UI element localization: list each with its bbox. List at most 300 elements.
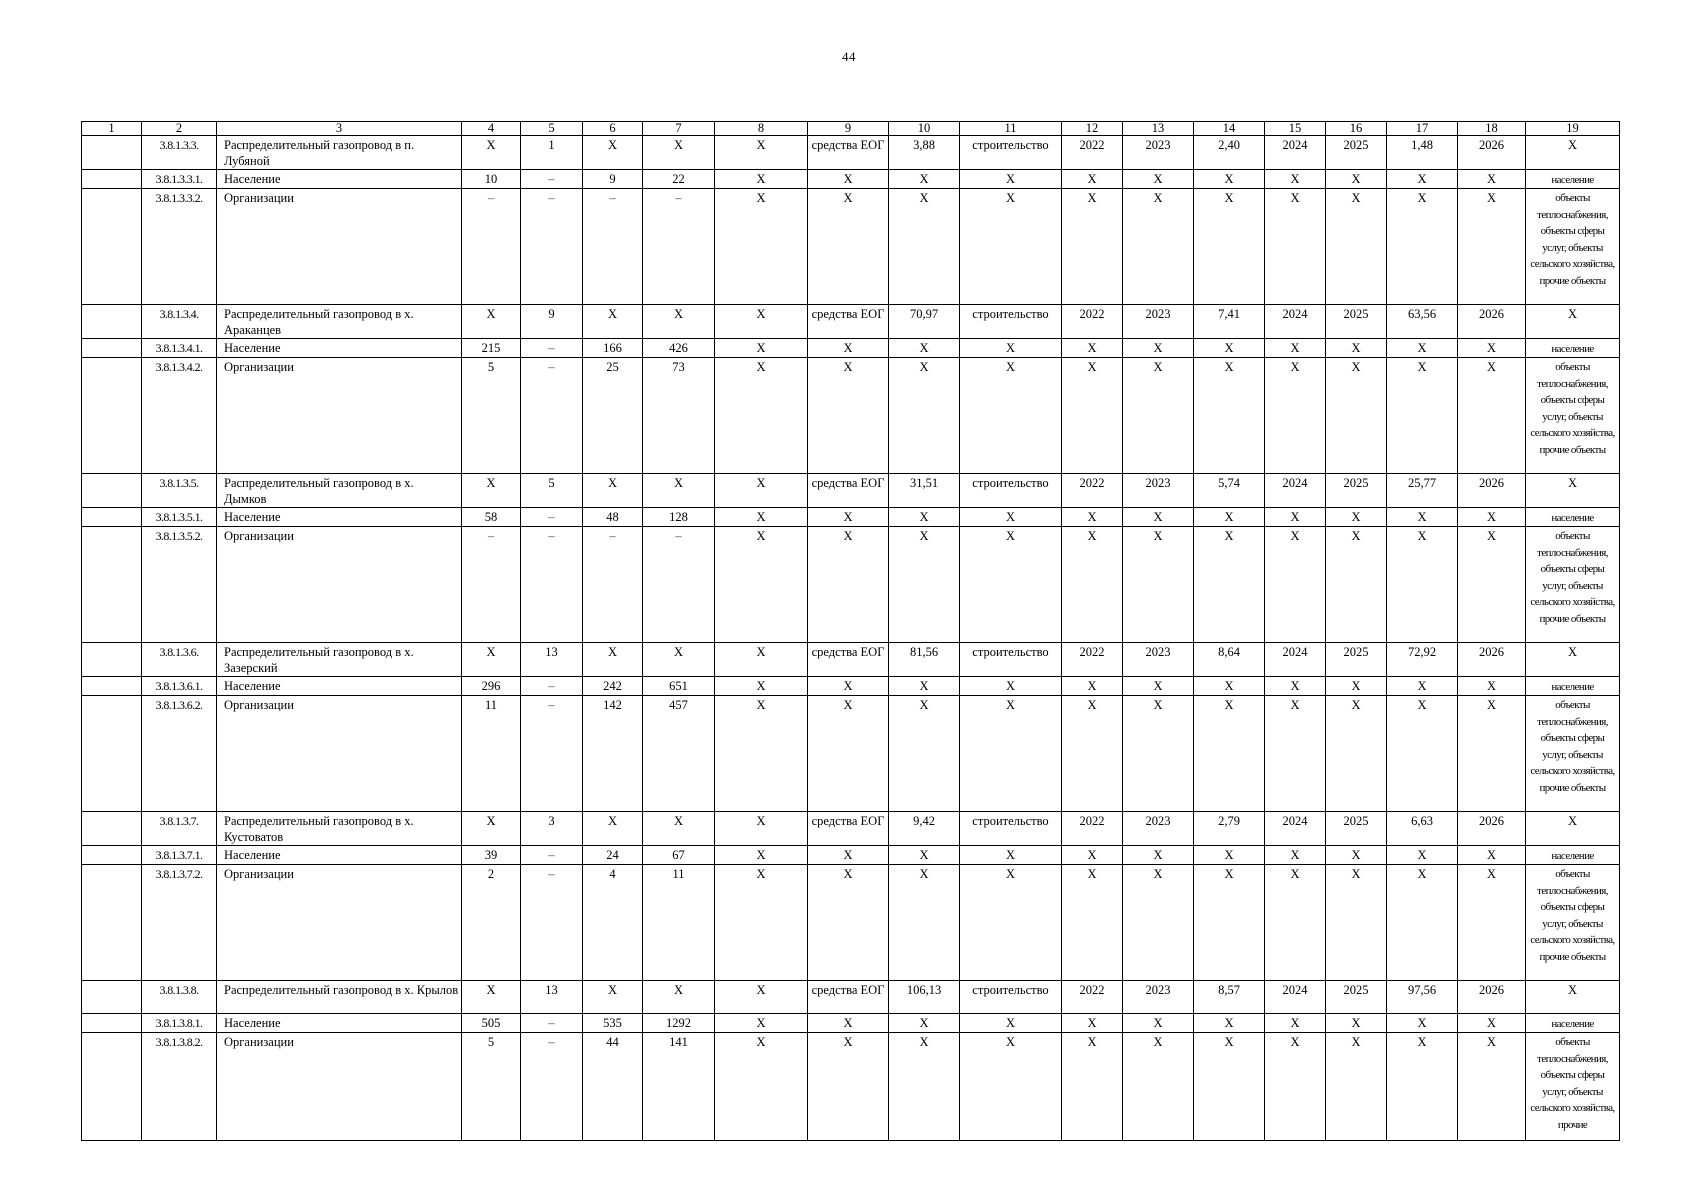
cell-text: X — [756, 814, 766, 828]
header-cell-12: 12 — [1062, 122, 1123, 136]
cell-text: X — [843, 510, 853, 524]
header-cell-2: 2 — [142, 122, 217, 136]
cell-text: X — [1486, 848, 1497, 862]
cell-text: X — [1005, 191, 1016, 205]
cell-text: 2025 — [1343, 307, 1369, 321]
cell-text: X — [673, 814, 684, 828]
cell-col-7 — [643, 358, 715, 474]
cell-col-17 — [1387, 643, 1458, 677]
cell-col-5 — [521, 527, 583, 643]
cell-col-6 — [583, 474, 643, 508]
cell-col-4 — [462, 981, 521, 1014]
cell-text: X — [1224, 341, 1234, 355]
cell-text: X — [1417, 867, 1427, 881]
cell-col-6 — [583, 527, 643, 643]
cell-text: X — [1005, 679, 1016, 693]
cell-text: Организации — [224, 529, 294, 543]
cell-col-3 — [217, 170, 462, 189]
cell-text: 24 — [606, 848, 619, 862]
cell-col-14 — [1194, 1014, 1265, 1033]
cell-col-7 — [643, 981, 715, 1014]
cell-col-12 — [1062, 170, 1123, 189]
cell-text: 2023 — [1145, 476, 1171, 490]
cell-col-13 — [1123, 508, 1194, 527]
cell-col-9 — [808, 1014, 889, 1033]
cell-col-17 — [1387, 189, 1458, 305]
table-row — [82, 812, 1620, 846]
cell-col-15 — [1265, 846, 1326, 865]
cell-col-19 — [1526, 358, 1620, 474]
header-cell-7: 7 — [643, 122, 715, 136]
cell-text: 2023 — [1145, 645, 1171, 659]
cell-text: 3.8.1.3.3.1. — [155, 172, 203, 186]
cell-text: X — [1153, 848, 1163, 862]
cell-text: 2,40 — [1218, 138, 1240, 152]
table-row — [82, 189, 1620, 305]
cell-col-16 — [1326, 474, 1387, 508]
cell-text: Население — [224, 848, 281, 862]
cell-text: 3.8.1.3.4.2. — [155, 360, 203, 374]
cell-text: X — [1087, 867, 1097, 881]
cell-col-11 — [960, 508, 1062, 527]
cell-text: X — [1486, 1035, 1497, 1049]
cell-text: Распределительный газопровод в п. Лубяной — [224, 138, 415, 168]
cell-text: – — [548, 510, 555, 524]
cell-col-13 — [1123, 1014, 1194, 1033]
cell-text: 2022 — [1079, 814, 1105, 828]
cell-col-11 — [960, 474, 1062, 508]
cell-col-12 — [1062, 643, 1123, 677]
cell-text: 2022 — [1079, 983, 1105, 997]
cell-col-9 — [808, 812, 889, 846]
cell-col-11 — [960, 136, 1062, 170]
cell-col-16 — [1326, 170, 1387, 189]
cell-col-2 — [142, 1014, 217, 1033]
table-row — [82, 1014, 1620, 1033]
cell-text: 2024 — [1282, 138, 1308, 152]
cell-col-17 — [1387, 136, 1458, 170]
cell-col-12 — [1062, 339, 1123, 358]
cell-col-18 — [1458, 1033, 1526, 1141]
cell-col-16 — [1326, 865, 1387, 981]
cell-col-6 — [583, 339, 643, 358]
cell-col-7 — [643, 643, 715, 677]
cell-text: X — [607, 983, 618, 997]
cell-col-9 — [808, 1033, 889, 1141]
cell-col-9 — [808, 643, 889, 677]
cell-col-6 — [583, 1033, 643, 1141]
cell-col-17 — [1387, 1014, 1458, 1033]
cell-col-13 — [1123, 677, 1194, 696]
cell-text: X — [1567, 645, 1578, 659]
cell-col-11 — [960, 981, 1062, 1014]
cell-text: X — [919, 1016, 929, 1030]
cell-text: Население — [224, 172, 281, 186]
cell-col-10 — [889, 981, 960, 1014]
cell-col-11 — [960, 677, 1062, 696]
cell-text: X — [756, 698, 766, 712]
cell-col-7 — [643, 474, 715, 508]
cell-text: X — [756, 645, 766, 659]
cell-col-15 — [1265, 508, 1326, 527]
cell-text: 13 — [545, 645, 558, 659]
cell-col-17 — [1387, 527, 1458, 643]
cell-text: Население — [224, 1016, 281, 1030]
table-body — [82, 136, 1620, 1141]
cell-text: объекты теплоснабжения, объекты сферы услуг, объекты сельского хозяйства, прочие объекты — [1530, 699, 1615, 794]
cell-col-9 — [808, 474, 889, 508]
cell-col-2 — [142, 1033, 217, 1141]
cell-col-18 — [1458, 677, 1526, 696]
cell-text: X — [1417, 848, 1427, 862]
cell-text: X — [1087, 510, 1097, 524]
cell-col-15 — [1265, 1033, 1326, 1141]
cell-col-6 — [583, 189, 643, 305]
cell-text: X — [756, 307, 766, 321]
cell-col-1 — [82, 981, 142, 1014]
header-cell-1: 1 — [82, 122, 142, 136]
cell-col-12 — [1062, 812, 1123, 846]
cell-col-14 — [1194, 339, 1265, 358]
cell-col-15 — [1265, 981, 1326, 1014]
cell-col-10 — [889, 1014, 960, 1033]
header-cell-9: 9 — [808, 122, 889, 136]
cell-text: X — [1005, 1035, 1016, 1049]
cell-col-12 — [1062, 189, 1123, 305]
table-row — [82, 339, 1620, 358]
cell-text: 2026 — [1479, 983, 1504, 997]
cell-text: 5 — [548, 476, 555, 490]
table-row — [82, 643, 1620, 677]
cell-col-13 — [1123, 474, 1194, 508]
cell-text: X — [1290, 848, 1300, 862]
cell-col-2 — [142, 474, 217, 508]
cell-col-1 — [82, 677, 142, 696]
cell-text: Организации — [224, 360, 294, 374]
cell-text: X — [1486, 510, 1497, 524]
cell-col-8 — [715, 358, 808, 474]
page-number: 44 — [842, 49, 856, 64]
cell-text: Организации — [224, 867, 294, 881]
table-row — [82, 865, 1620, 981]
cell-text: 70,97 — [909, 307, 939, 321]
cell-col-4 — [462, 846, 521, 865]
cell-col-1 — [82, 812, 142, 846]
cell-text: X — [1351, 341, 1361, 355]
cell-text: 2025 — [1343, 814, 1369, 828]
cell-col-11 — [960, 846, 1062, 865]
cell-col-10 — [889, 846, 960, 865]
cell-text: 8,57 — [1218, 983, 1240, 997]
cell-col-10 — [889, 474, 960, 508]
cell-text: Организации — [224, 191, 294, 205]
cell-col-15 — [1265, 170, 1326, 189]
cell-text: 457 — [669, 698, 688, 712]
cell-col-17 — [1387, 812, 1458, 846]
cell-col-4 — [462, 305, 521, 339]
cell-col-6 — [583, 865, 643, 981]
cell-col-8 — [715, 812, 808, 846]
cell-col-8 — [715, 527, 808, 643]
cell-text: X — [1224, 1035, 1234, 1049]
cell-col-12 — [1062, 846, 1123, 865]
cell-col-4 — [462, 189, 521, 305]
cell-col-6 — [583, 696, 643, 812]
cell-col-3 — [217, 865, 462, 981]
cell-text: X — [1351, 360, 1361, 374]
cell-text: X — [1417, 698, 1427, 712]
cell-text: X — [1290, 510, 1300, 524]
cell-col-5 — [521, 339, 583, 358]
cell-text: средства ЕОГ — [811, 983, 885, 997]
cell-col-7 — [643, 1014, 715, 1033]
cell-col-14 — [1194, 358, 1265, 474]
cell-col-1 — [82, 846, 142, 865]
cell-text: Распределительный газопровод в х. Кустоватов — [224, 814, 414, 844]
cell-text: объекты теплоснабжения, объекты сферы услуг, объекты сельского хозяйства, прочие объекты — [1530, 868, 1615, 963]
cell-text: X — [919, 679, 929, 693]
cell-col-1 — [82, 643, 142, 677]
cell-col-16 — [1326, 846, 1387, 865]
cell-col-15 — [1265, 189, 1326, 305]
cell-col-4 — [462, 527, 521, 643]
cell-text: X — [756, 848, 766, 862]
cell-col-9 — [808, 305, 889, 339]
cell-text: X — [1351, 1035, 1361, 1049]
table-row — [82, 846, 1620, 865]
cell-text: X — [1351, 529, 1361, 543]
cell-text: – — [548, 341, 555, 355]
cell-text: X — [1224, 867, 1234, 881]
cell-col-4 — [462, 865, 521, 981]
cell-text: X — [1224, 698, 1234, 712]
cell-col-16 — [1326, 696, 1387, 812]
cell-col-18 — [1458, 136, 1526, 170]
cell-col-16 — [1326, 339, 1387, 358]
cell-text: X — [756, 360, 766, 374]
cell-text: 296 — [481, 679, 501, 693]
cell-col-14 — [1194, 189, 1265, 305]
cell-col-13 — [1123, 846, 1194, 865]
cell-col-3 — [217, 474, 462, 508]
cell-col-2 — [142, 358, 217, 474]
cell-text: объекты теплоснабжения, объекты сферы услуг, объекты сельского хозяйства, прочие объекты — [1530, 361, 1615, 456]
cell-text: X — [843, 529, 853, 543]
cell-text: X — [1005, 529, 1016, 543]
cell-text: X — [1567, 307, 1578, 321]
cell-col-5 — [521, 508, 583, 527]
cell-col-1 — [82, 1033, 142, 1141]
cell-text: X — [1486, 1016, 1497, 1030]
cell-text: население — [1551, 850, 1594, 862]
cell-col-10 — [889, 358, 960, 474]
cell-text: – — [609, 191, 616, 205]
cell-text: 9 — [548, 307, 555, 321]
cell-text: X — [756, 679, 766, 693]
cell-col-1 — [82, 358, 142, 474]
cell-text: X — [843, 679, 853, 693]
cell-col-14 — [1194, 643, 1265, 677]
cell-text: X — [1153, 191, 1163, 205]
cell-col-9 — [808, 170, 889, 189]
cell-text: 2022 — [1079, 645, 1105, 659]
cell-text: – — [548, 848, 555, 862]
cell-text: 97,56 — [1407, 983, 1437, 997]
cell-text: X — [756, 867, 766, 881]
cell-text: X — [756, 529, 766, 543]
cell-col-18 — [1458, 305, 1526, 339]
cell-text: средства ЕОГ — [811, 645, 885, 659]
cell-text: строительство — [972, 814, 1049, 828]
cell-text: X — [843, 360, 853, 374]
cell-col-4 — [462, 508, 521, 527]
cell-col-1 — [82, 865, 142, 981]
cell-col-3 — [217, 696, 462, 812]
cell-text: X — [1153, 360, 1163, 374]
cell-text: Распределительный газопровод в х. Араканцев — [224, 307, 414, 337]
cell-col-8 — [715, 189, 808, 305]
cell-col-6 — [583, 305, 643, 339]
cell-col-3 — [217, 677, 462, 696]
cell-col-2 — [142, 812, 217, 846]
cell-col-9 — [808, 339, 889, 358]
cell-text: X — [843, 341, 853, 355]
cell-text: X — [673, 983, 684, 997]
cell-text: X — [486, 814, 496, 828]
cell-text: X — [1290, 1016, 1300, 1030]
cell-col-5 — [521, 1014, 583, 1033]
cell-text: X — [486, 138, 496, 152]
cell-text: 3.8.1.3.3.2. — [155, 191, 203, 205]
cell-text: 3.8.1.3.5. — [159, 476, 199, 490]
header-cell-13: 13 — [1123, 122, 1194, 136]
cell-text: X — [607, 476, 618, 490]
cell-text: X — [1005, 698, 1016, 712]
cell-col-3 — [217, 358, 462, 474]
cell-col-17 — [1387, 305, 1458, 339]
cell-col-17 — [1387, 846, 1458, 865]
cell-text: – — [548, 1016, 555, 1030]
cell-text: X — [486, 645, 496, 659]
cell-text: X — [1087, 1035, 1097, 1049]
cell-text: – — [675, 191, 682, 205]
cell-col-5 — [521, 981, 583, 1014]
cell-col-18 — [1458, 508, 1526, 527]
cell-col-7 — [643, 677, 715, 696]
cell-text: 13 — [545, 983, 558, 997]
cell-text: население — [1551, 681, 1594, 693]
cell-text: 39 — [484, 848, 498, 862]
cell-col-17 — [1387, 865, 1458, 981]
cell-text: X — [1005, 341, 1016, 355]
cell-col-6 — [583, 508, 643, 527]
cell-col-6 — [583, 643, 643, 677]
cell-col-18 — [1458, 865, 1526, 981]
cell-text: 22 — [672, 172, 685, 186]
cell-text: X — [756, 138, 766, 152]
cell-col-16 — [1326, 1014, 1387, 1033]
cell-text: Распределительный газопровод в х. Дымков — [224, 476, 414, 506]
cell-text: 215 — [481, 341, 501, 355]
cell-text: 2022 — [1079, 476, 1105, 490]
cell-text: Распределительный газопровод в х. Крылов — [224, 983, 459, 997]
cell-col-19 — [1526, 170, 1620, 189]
cell-text: X — [1351, 191, 1361, 205]
cell-col-13 — [1123, 527, 1194, 643]
cell-text: средства ЕОГ — [811, 814, 885, 828]
cell-col-18 — [1458, 358, 1526, 474]
cell-col-10 — [889, 339, 960, 358]
cell-text: X — [919, 341, 929, 355]
cell-col-13 — [1123, 1033, 1194, 1141]
cell-col-18 — [1458, 981, 1526, 1014]
cell-col-17 — [1387, 696, 1458, 812]
cell-col-15 — [1265, 1014, 1326, 1033]
cell-col-15 — [1265, 696, 1326, 812]
cell-text: X — [673, 645, 684, 659]
cell-text: – — [487, 191, 495, 205]
cell-col-13 — [1123, 136, 1194, 170]
cell-text: 2026 — [1479, 138, 1504, 152]
cell-col-3 — [217, 508, 462, 527]
cell-col-13 — [1123, 696, 1194, 812]
cell-text: 3.8.1.3.6. — [159, 645, 199, 659]
cell-col-5 — [521, 696, 583, 812]
cell-col-13 — [1123, 643, 1194, 677]
cell-col-16 — [1326, 812, 1387, 846]
cell-text: 3.8.1.3.4. — [159, 307, 199, 321]
cell-text: 11 — [672, 867, 685, 881]
cell-text: 2024 — [1282, 983, 1308, 997]
cell-text: 2026 — [1479, 307, 1504, 321]
cell-col-16 — [1326, 643, 1387, 677]
header-cell-10: 10 — [889, 122, 960, 136]
cell-col-18 — [1458, 696, 1526, 812]
cell-text: 73 — [672, 360, 685, 374]
cell-text: X — [486, 983, 496, 997]
cell-col-19 — [1526, 508, 1620, 527]
cell-col-9 — [808, 846, 889, 865]
cell-col-14 — [1194, 696, 1265, 812]
cell-col-19 — [1526, 643, 1620, 677]
cell-col-11 — [960, 696, 1062, 812]
cell-text: 3.8.1.3.7.1. — [155, 848, 203, 862]
cell-col-5 — [521, 677, 583, 696]
cell-col-16 — [1326, 981, 1387, 1014]
cell-text: 2022 — [1079, 307, 1105, 321]
cell-text: 25,77 — [1407, 476, 1437, 490]
cell-text: X — [843, 172, 853, 186]
table-row — [82, 981, 1620, 1014]
cell-text: – — [548, 698, 555, 712]
cell-col-7 — [643, 527, 715, 643]
cell-col-18 — [1458, 812, 1526, 846]
cell-text: объекты теплоснабжения, объекты сферы услуг, объекты сельского хозяйства, прочие объекты — [1530, 530, 1615, 625]
cell-col-12 — [1062, 508, 1123, 527]
cell-text: X — [1417, 510, 1427, 524]
cell-col-19 — [1526, 339, 1620, 358]
cell-col-10 — [889, 1033, 960, 1141]
cell-col-9 — [808, 865, 889, 981]
cell-text: 31,51 — [909, 476, 939, 490]
cell-text: 535 — [603, 1016, 622, 1030]
cell-text: X — [756, 510, 766, 524]
cell-text: X — [1290, 529, 1300, 543]
cell-col-15 — [1265, 474, 1326, 508]
cell-text: 44 — [606, 1035, 619, 1049]
cell-col-2 — [142, 981, 217, 1014]
cell-col-13 — [1123, 189, 1194, 305]
